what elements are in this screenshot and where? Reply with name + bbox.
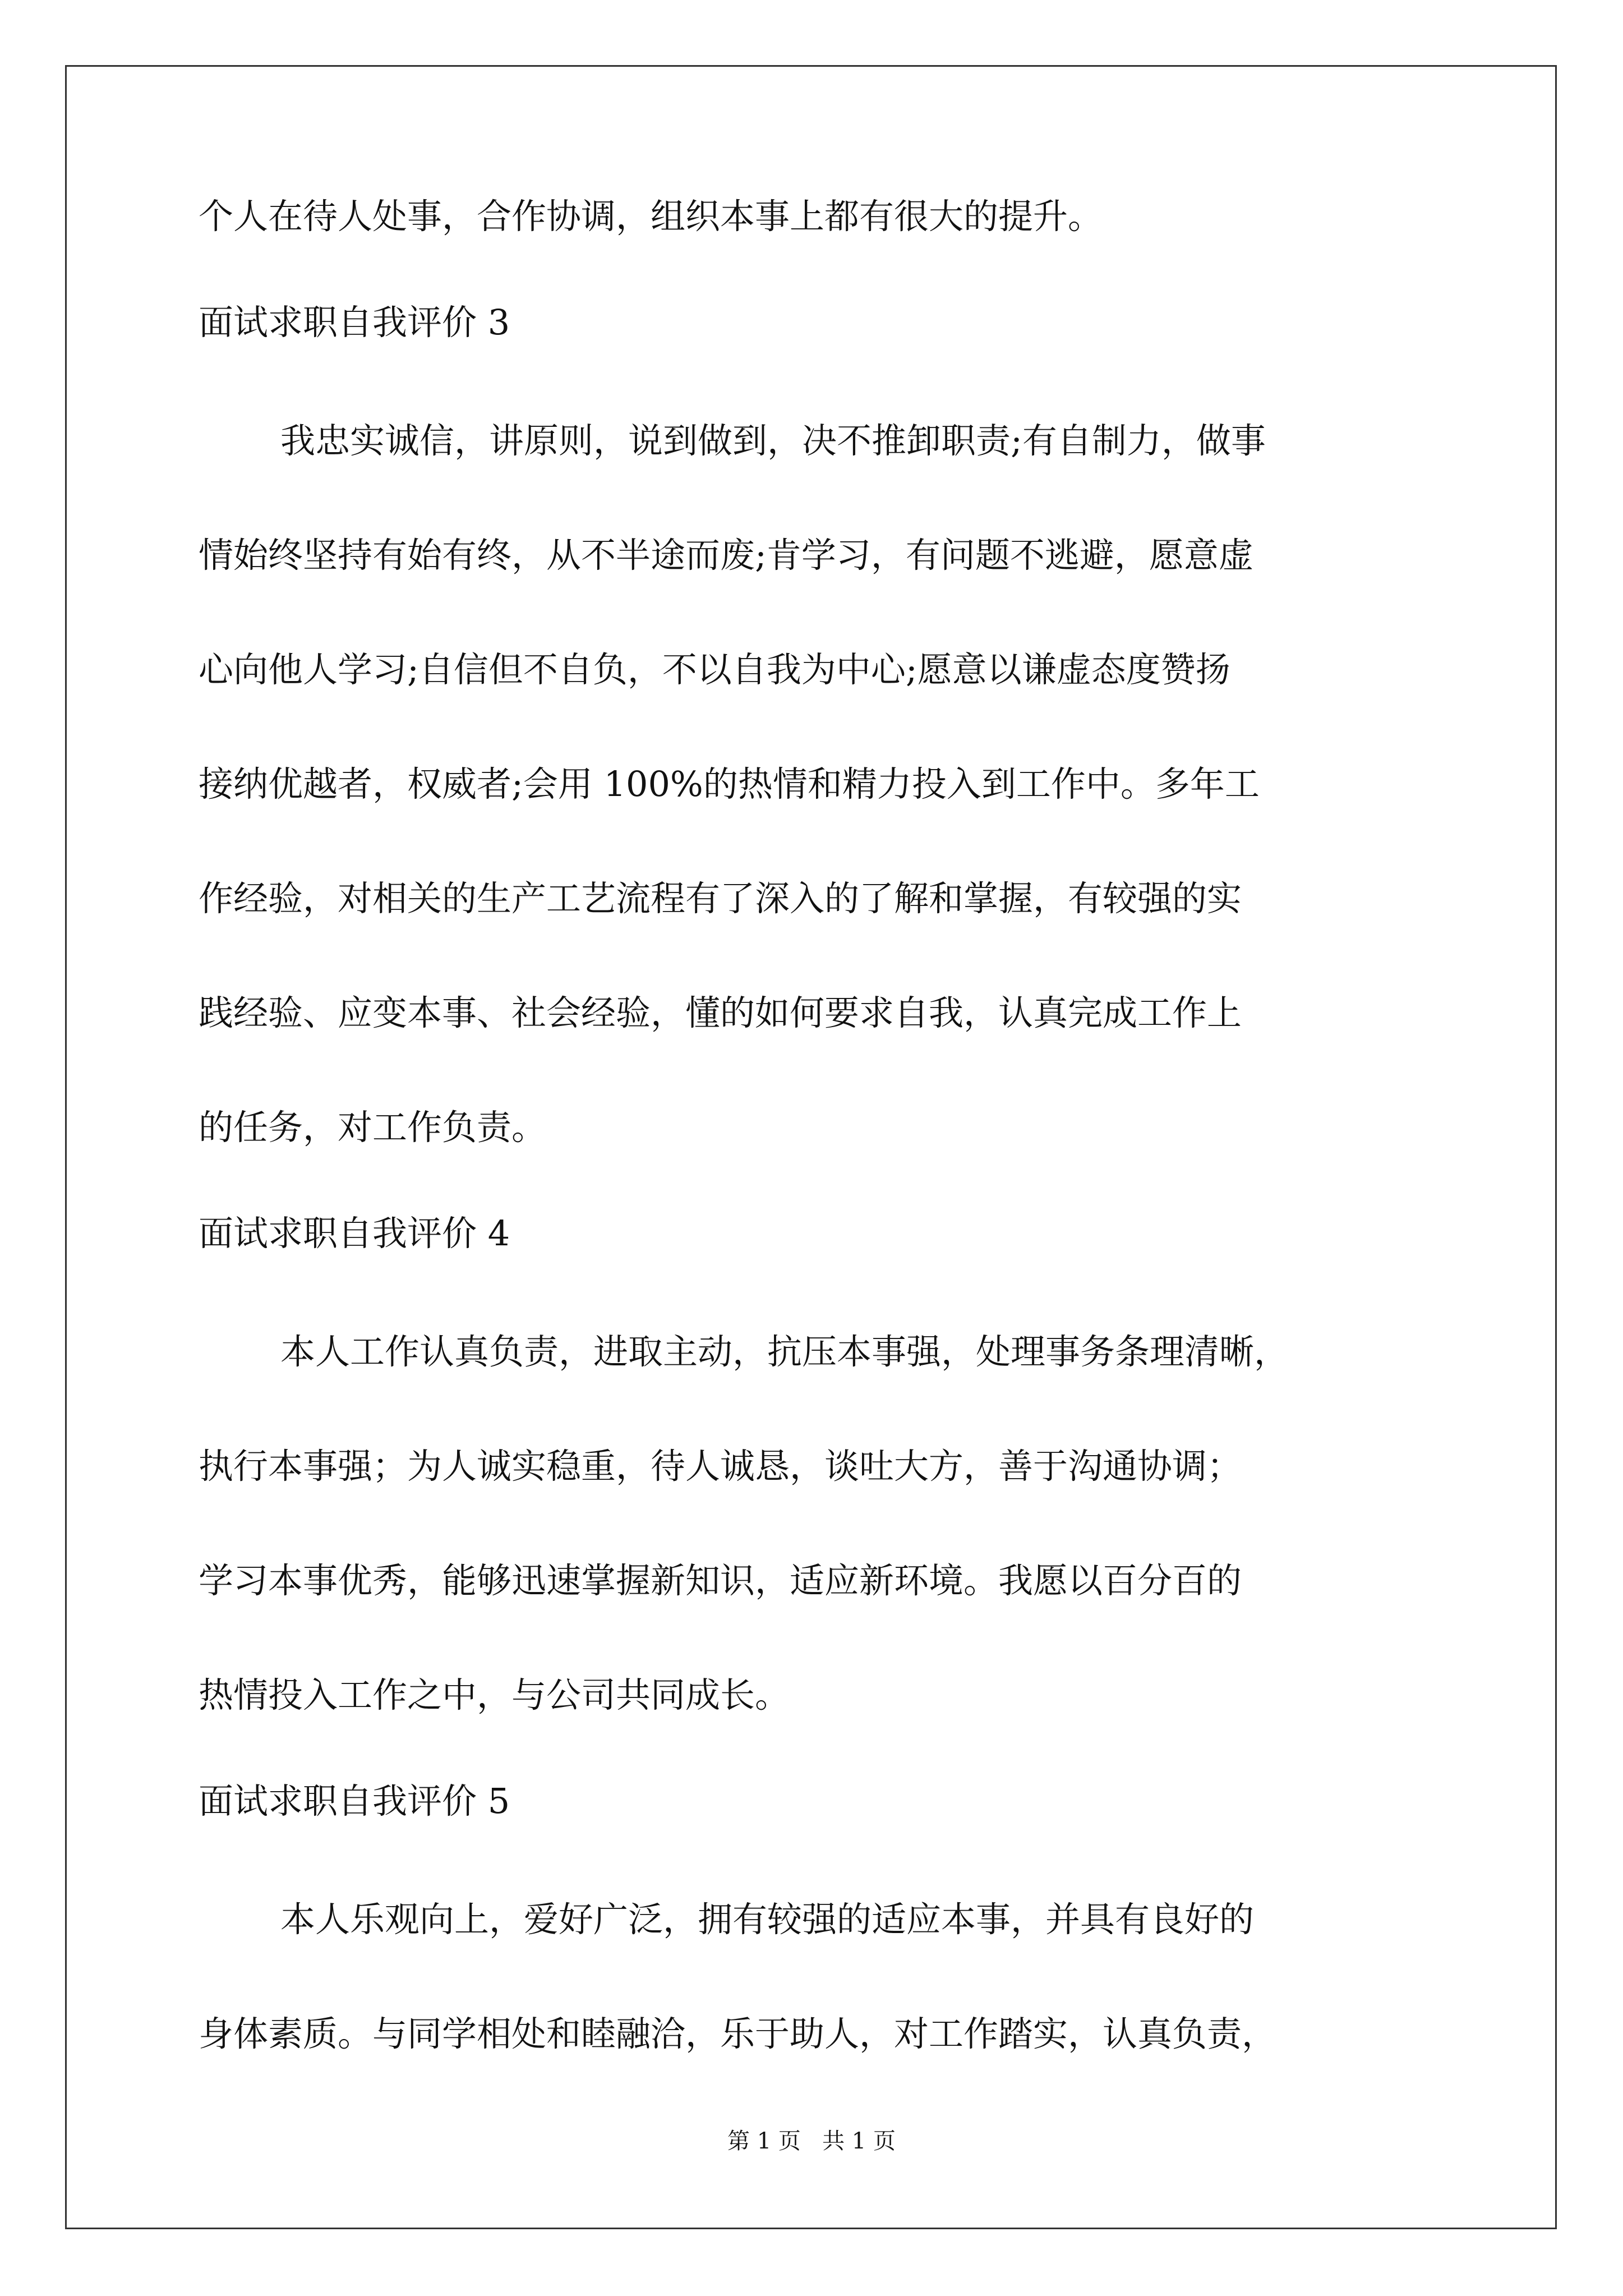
body-line: 的任务，对工作负责。 [199,1107,547,1148]
section-heading-3: 面试求职自我评价 3 [199,302,510,343]
document-body [199,196,1432,2054]
body-line: 作经验，对相关的生产工艺流程有了深入的了解和掌握，有较强的实 [199,878,1242,919]
body-line: 本人工作认真负责，进取主动，抗压本事强，处理事务条理清晰， [280,1331,1289,1372]
body-line: 本人乐观向上，爱好广泛，拥有较强的适应本事，并具有良好的 [280,1899,1255,1940]
body-line: 践经验、应变本事、社会经验，懂的如何要求自我，认真完成工作上 [199,992,1242,1033]
body-line: 个人在待人处事，合作协调，组织本事上都有很大的提升。 [199,196,1103,237]
section-heading-4: 面试求职自我评价 4 [199,1213,510,1254]
body-line: 心向他人学习;自信但不自负，不以自我为中心;愿意以谦虚态度赞扬 [199,649,1230,690]
body-line: 身体素质。与同学相处和睦融洽，乐于助人，对工作踏实，认真负责， [199,2013,1277,2054]
page-number-footer: 第 1 页 共 1 页 [727,2128,896,2154]
body-line: 我忠实诚信，讲原则，说到做到，决不推卸职责;有自制力，做事 [280,420,1266,461]
body-line: 情始终坚持有始有终，从不半途而废;肯学习，有问题不逃避，愿意虚 [199,535,1253,576]
body-line: 执行本事强；为人诚实稳重，待人诚恳，谈吐大方，善于沟通协调； [199,1446,1242,1487]
body-line: 接纳优越者，权威者;会用 100%的热情和精力投入到工作中。多年工 [199,763,1260,804]
body-line: 学习本事优秀，能够迅速掌握新知识，适应新环境。我愿以百分百的 [199,1560,1242,1601]
body-line: 热情投入工作之中，与公司共同成长。 [199,1674,790,1715]
section-heading-5: 面试求职自我评价 5 [199,1780,510,1821]
